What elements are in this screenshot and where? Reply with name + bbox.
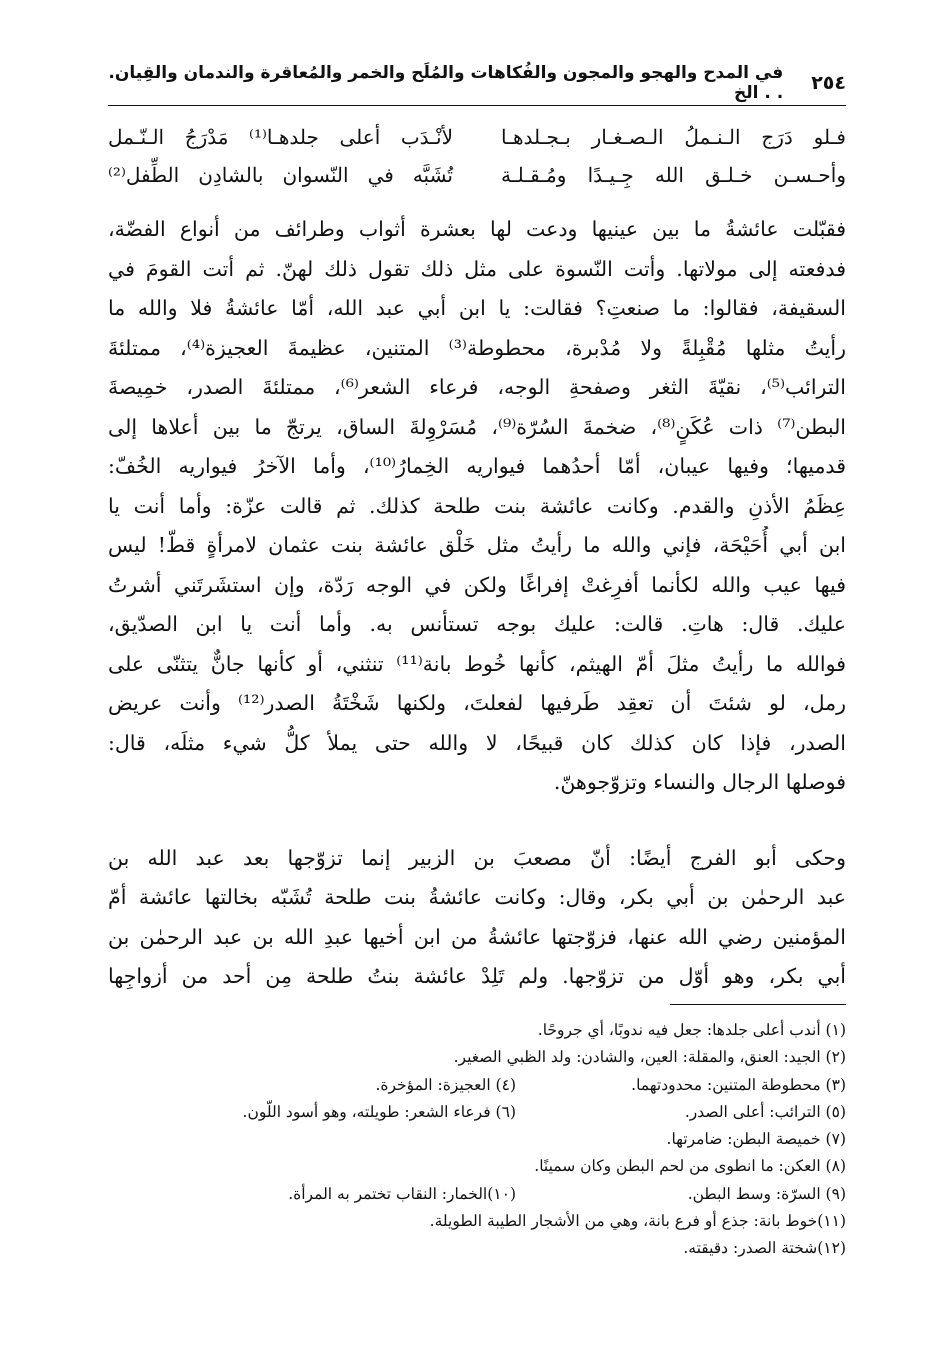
body-line: رمل، لو شئتَ أن تعقِد طَرفيها لفعلتَ، ولكنها شَخْتَةُ الصدر⁽¹²⁾ وأنت عريض <box>108 691 846 715</box>
footnote-9: (٩) السرّة: وسط البطن. <box>687 1184 846 1203</box>
body-line: وحكى أبو الفرج أيضًا: أنّ مصعبَ بن الزبير إنما تزوّجها بعد عبد الله بن <box>108 845 846 870</box>
body-line: فوصلها الرجال والنساء وتزوّجوهنّ. <box>553 770 846 794</box>
body-line: فدفعته إلى مولاتها. وأتت النّسوة على مثل ذلك تقول ذلك لهنّ. ثم أتت القومَ في <box>108 256 846 281</box>
body-line: فوالله ما رأيتُ مثلَ أمّ الهيثم، كأنها خُوط بانة⁽¹¹⁾ تنثني، أو كأنها جانٌّ يتثنّى على <box>108 651 846 676</box>
verse-second-hemistich: تُشَبَّه في النّسوان بالشادِن الطِّفل⁽²⁾ <box>108 163 453 187</box>
footnote-2: (٢) الجيد: العنق، والمقلة: العين، والشادن: ولد الظبي الصغير. <box>453 1048 846 1067</box>
footnote-6: (٦) فرعاء الشعر: طويلته، وهو أسود اللّون. <box>242 1102 516 1121</box>
footnote-8: (٨) العكن: ما انطوى من لحم البطن وكان سمينًا. <box>534 1157 846 1176</box>
poem-verse <box>108 156 846 194</box>
footnote-4: (٤) العجيزة: المؤخرة. <box>375 1075 516 1094</box>
footnotes <box>108 1017 846 1263</box>
body-line: رأيتُ مثلها مُقْبِلةً ولا مُدْبرة، محطوطة⁽³⁾ المتنين، عظيمةَ العجيزة⁽⁴⁾، ممتلئةَ <box>108 335 846 360</box>
body-line: عِظَمُ الأذنِ والقدم. وكانت عائشة بنت طلحة كذلك. ثم قالت عزّة: وأما أنت يا <box>108 493 846 518</box>
body-line: الصدر، فإذا كان كذلك كان قبيحًا، لا والله حتى يملأ كلُّ شيء مثلَه، قال: <box>108 730 846 755</box>
body-line: قدميها؛ وفيها عيبان، أمّا أحدُهما فيواريه الخِمارُ⁽¹⁰⁾، وأما الآخرُ فيواريه الخُفّ: <box>108 454 846 478</box>
footnote-10: (١٠)الخمار: النقاب تختمر به المرأة. <box>288 1184 516 1203</box>
footnote-divider <box>670 1004 846 1005</box>
verse-first-hemistich: وأحـسـن خـلـق الله جِـيـدًا ومُـقـلـة <box>501 163 846 187</box>
footnote-11: (١١)خوط بانة: جذع أو فرع بانة، وهي من الأشجار الطيبة الطويلة. <box>429 1212 846 1231</box>
body-line: البطن⁽⁷⁾ ذات عُكَنٍ⁽⁸⁾، ضخمةَ السُرّة⁽⁹⁾، مُسَرْوِلةَ الساق، يرتجّ ما بين أعلاها إلى <box>108 414 846 439</box>
footnote-5: (٥) الترائب: أعلى الصدر. <box>684 1102 846 1121</box>
footnote-7: (٧) خميصة البطن: ضامرتها. <box>666 1130 846 1149</box>
body-line: فقبّلت عائشةُ ما بين عينيها ودعت لها بعشرة أثواب وطرائف من أنواع الفضّة، <box>108 217 846 241</box>
page-number: ٢٥٤ <box>811 72 846 94</box>
body-line: المؤمنين رضي الله عنها، فزوّجتها عائشةُ من ابن أخيها عبدِ الله بن عبد الرحمٰن بن <box>108 924 846 949</box>
body-line: أبي بكر، وهو أوّل من تزوّجها. ولم تَلِدْ عائشة بنتُ طلحة مِن أحد من أزواجِها <box>108 964 846 988</box>
footnote-12: (١٢)شختة الصدر: دقيقته. <box>683 1239 846 1258</box>
body-text <box>108 210 846 997</box>
verse-first-hemistich: فـلو دَرَج الـنـملُ الـصـغـار بـجـلدهـا <box>501 125 846 149</box>
body-line: ابن أبي أُحَيْحَة، فإني والله ما رأيتُ مثل خَلْق عائشة بنت عثمان لامرأةٍ قطّ! ليس <box>108 533 846 557</box>
footnote-1: (١) أندب أعلى جلدها: جعل فيه ندوبًا، أي جروحًا. <box>537 1021 846 1039</box>
running-title: في المدح والهجو والمجون والفُكاهات والمُلَح والخمر والمُعاقرة والندمان والقِيان. . . الخ <box>108 63 784 103</box>
body-line: السقيفة، فقالوا: ما صنعتِ؟ فقالت: يا ابن أبي عبد الله، أمّا عائشةُ فلا والله ما <box>108 296 846 320</box>
body-line: عبد الرحمٰن بن أبي بكر، وقال: وكانت عائشةُ بنت طلحة تُشَبّه بخالتها عائشة أمّ <box>108 885 846 909</box>
poem-verse <box>108 118 846 156</box>
body-line: عليك. قال: هاتِ. قالت: عليك بوجه تستأنس به. وأما أنت يا ابن الصدّيق، <box>108 612 846 636</box>
body-line: فيها عيب والله لكأنما أفرِغتْ إفراغًا ولكن في الوجه رَدّة، وإن استشَرتَني أشرتُ <box>108 572 846 597</box>
poem-block <box>108 118 846 194</box>
verse-second-hemistich: لأنْـدَب أعلى جلدهـا⁽¹⁾ مَدْرَجُ الـنّـمل <box>108 125 453 149</box>
footnote-3: (٣) محطوطة المتنين: محدودتهما. <box>631 1075 846 1094</box>
paragraph-gap <box>108 803 846 839</box>
running-header <box>108 63 846 103</box>
body-line: الترائب⁽⁵⁾، نقيّةَ الثغر وصفحةِ الوجه، فرعاء الشعر⁽⁶⁾، ممتلئةَ الصدر، خمِيصةَ <box>108 375 846 399</box>
header-divider <box>108 105 846 106</box>
